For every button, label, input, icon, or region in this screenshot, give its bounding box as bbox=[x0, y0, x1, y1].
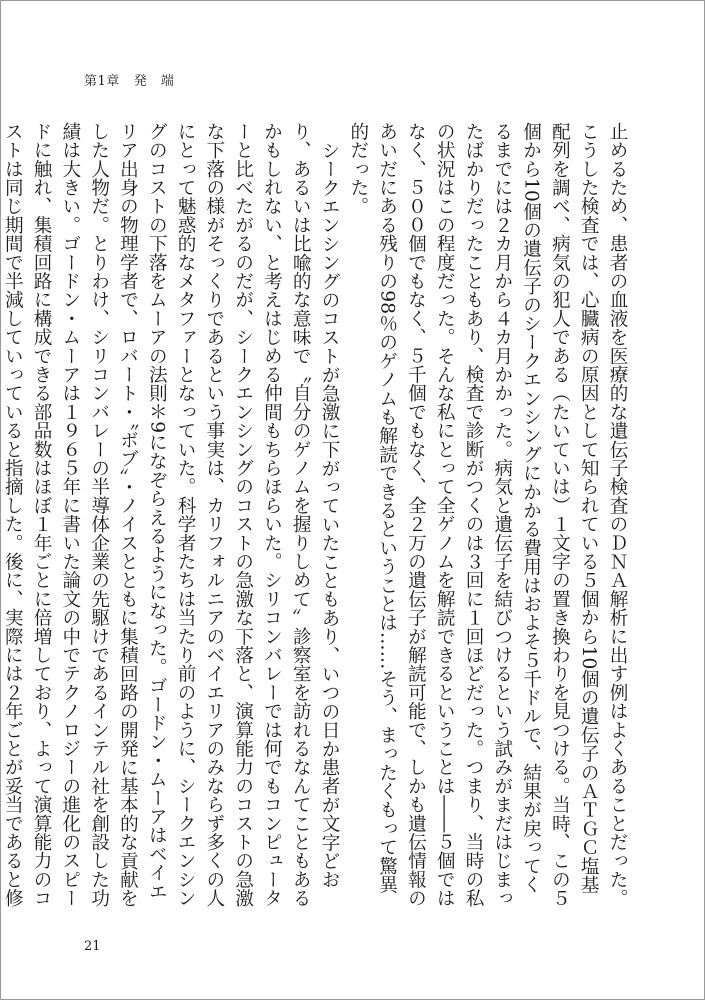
chapter-number: 第1章 bbox=[84, 74, 120, 89]
running-head bbox=[84, 70, 174, 89]
chapter-title: 発 端 bbox=[133, 74, 175, 89]
paragraph: 止めるため、患者の血液を医療的な遺伝子検査のＤＮＡ解析に出す例はよくあることだった。こうした検査では、心臓病の原因として知られている５個から10個の遺伝子のＡＴＧＣ塩基配列を調べ、病気の犯人である（たいていは）１文字の置き換わりを見つける。当時、この５個から10個の遺伝子のシークエンシングにかかる費用はおよそ５千ドルで、結果が戻ってくるまでには２カ月から４カ月かかった。病気と遺伝子を結びつけるという試みがまだはじまったばかりだったこともあり、検査で診断がつくのは３回に１回ほどだった。つまり、当時の私の状況はこの程度だった。そんな私にとって全ゲノムを解読できるということは――５個ではなく、５００個でもなく、５千個でもなく、全２万の遺伝子が解読可能で、しかも遺伝情報のあいだにある残りの98％のゲノムも解読できるということは……そう、まったくもって驚異的だった。 bbox=[347, 122, 628, 908]
vertical-body-text bbox=[2, 122, 631, 908]
page-number: 21 bbox=[84, 939, 101, 954]
paragraph: シークエンシングのコストが急激に下がっていたこともあり、いつの日か患者が文字どおり、あるいは比喩的な意味で〝自分のゲノムを握りしめて〟診察室を訪れるなんてこともあるかもしれない、と考えはじめる仲間もちらほらいた。シリコンバレーでは何でもコンピューターと比べたがるのだが、シークエンシングのコストの急激な下落と、演算能力のコストの急激な下落の様がそっくりであるという事実は、カリフォルニアのベイエリアのみならず多くの人にとって魅惑的なメタファーとなっていた。科学者たちは当たり前のように、シークエンシングのコストの下落をムーアの法則＊9になぞらえるようになった。ゴードン・ムーアはベイエリア出身の物理学者で、ロバート・〝ボブ〟・ノイスとともに集積回路の開発に基本的な貢献をした人物だ。とりわけ、シリコンバレーの半導体企業の先駆けであるインテル社を創設した功績は大きい。ゴードン・ムーアは１９６５年に書いた論文の中でテクノロジーの進化のスピードに触れ、集積回路に構成できる部品数はほぼ１年ごとに倍増しており、よって演算能力のコストは同じ期間で半減していっていると指摘した。後に、実際には２年ごとが妥当であると修 bbox=[2, 122, 341, 908]
